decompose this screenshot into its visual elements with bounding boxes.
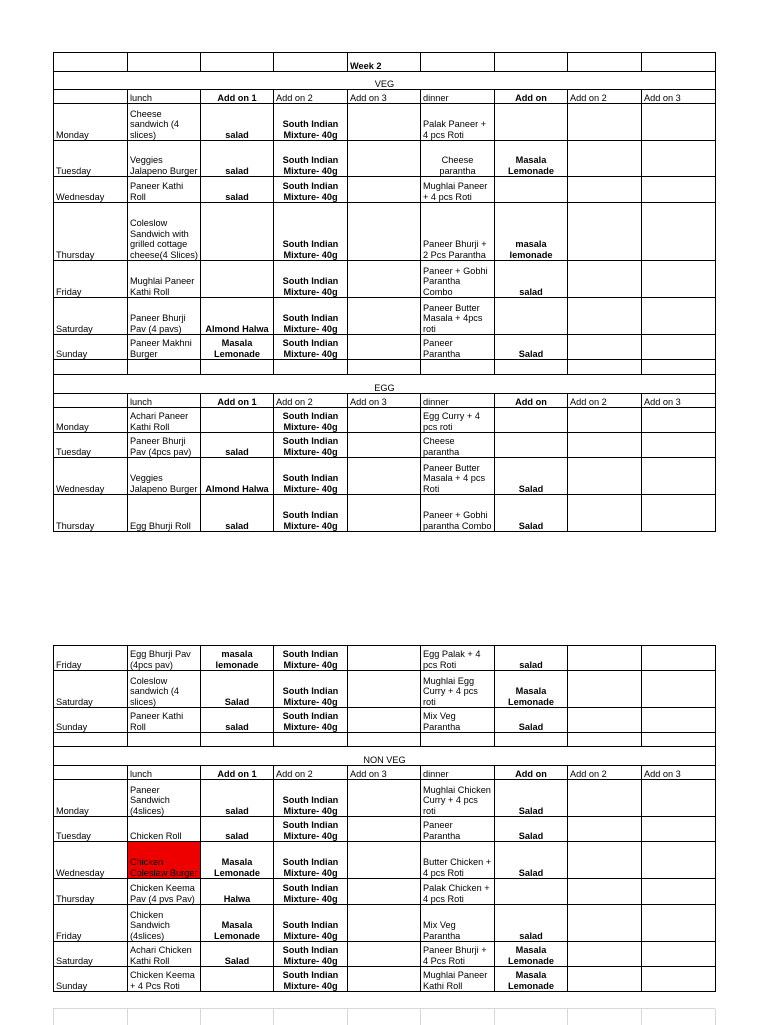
addon2-cell: South Indian Mixture- 40g [274, 141, 348, 177]
addon-cell: Masala Lemonade [495, 967, 568, 992]
addon2-empty-cell [568, 177, 642, 203]
column-header: Add on 3 [642, 766, 716, 780]
addon3-empty-cell [642, 879, 716, 905]
addon2-cell: South Indian Mixture- 40g [274, 942, 348, 967]
dinner-cell: Paneer Parantha [421, 335, 495, 360]
week-title: Week 2 [348, 53, 421, 72]
lunch-cell: Achari Paneer Kathi Roll [128, 408, 201, 433]
lunch-cell: Achari Chicken Kathi Roll [128, 942, 201, 967]
addon-cell: Salad [495, 780, 568, 817]
day-cell: Saturday [54, 942, 128, 967]
addon3-cell [348, 817, 421, 842]
addon3-empty-cell [642, 335, 716, 360]
column-header [54, 766, 128, 780]
addon2-cell: South Indian Mixture- 40g [274, 671, 348, 708]
addon2-empty-cell [568, 879, 642, 905]
addon2-empty-cell [568, 817, 642, 842]
addon2-empty-cell [568, 708, 642, 733]
day-cell: Saturday [54, 298, 128, 335]
column-header: Add on 2 [568, 394, 642, 408]
addon-cell [495, 408, 568, 433]
addon2-empty-cell [568, 646, 642, 671]
menu-table-page1 [53, 52, 716, 532]
addon2-empty-cell [568, 104, 642, 141]
addon-cell: Masala Lemonade [495, 671, 568, 708]
day-cell: Friday [54, 646, 128, 671]
lunch-cell: Chicken Keema + 4 Pcs Roti [128, 967, 201, 992]
addon2-empty-cell [568, 298, 642, 335]
addon2-cell: South Indian Mixture- 40g [274, 104, 348, 141]
day-cell: Thursday [54, 203, 128, 261]
addon-cell [495, 879, 568, 905]
addon2-empty-cell [568, 942, 642, 967]
addon-cell [495, 104, 568, 141]
lunch-cell: Chicken Sandwich (4slices) [128, 905, 201, 942]
addon3-cell [348, 942, 421, 967]
addon1-cell: salad [201, 104, 274, 141]
addon2-cell: South Indian Mixture- 40g [274, 780, 348, 817]
addon2-cell: South Indian Mixture- 40g [274, 817, 348, 842]
addon2-cell: South Indian Mixture- 40g [274, 879, 348, 905]
menu-table-page2 [53, 645, 716, 992]
addon-cell: salad [495, 646, 568, 671]
addon2-empty-cell [568, 261, 642, 298]
day-cell: Friday [54, 905, 128, 942]
addon3-empty-cell [642, 458, 716, 495]
addon1-cell: Halwa [201, 879, 274, 905]
column-header: Add on 3 [348, 394, 421, 408]
addon3-cell [348, 261, 421, 298]
menu-row [54, 335, 716, 360]
column-header: Add on 2 [274, 766, 348, 780]
dinner-cell: Paneer Parantha [421, 817, 495, 842]
addon3-empty-cell [642, 671, 716, 708]
addon3-empty-cell [642, 298, 716, 335]
menu-row [54, 942, 716, 967]
lunch-cell: Paneer Bhurji Pav (4pcs pav) [128, 433, 201, 458]
menu-row [54, 458, 716, 495]
menu-row [54, 261, 716, 298]
addon3-empty-cell [642, 942, 716, 967]
addon1-cell: salad [201, 177, 274, 203]
addon-cell: Salad [495, 842, 568, 879]
dinner-cell: Mughlai Paneer + 4 pcs Roti [421, 177, 495, 203]
addon2-empty-cell [568, 335, 642, 360]
addon3-cell [348, 671, 421, 708]
dinner-cell: Mix Veg Parantha [421, 708, 495, 733]
addon3-empty-cell [642, 177, 716, 203]
addon-cell [495, 298, 568, 335]
addon2-cell: South Indian Mixture- 40g [274, 646, 348, 671]
addon3-cell [348, 458, 421, 495]
addon1-cell: Masala Lemonade [201, 842, 274, 879]
week-row [54, 53, 716, 72]
addon-cell [495, 433, 568, 458]
dinner-cell: Mughlai Egg Curry + 4 pcs roti [421, 671, 495, 708]
addon1-cell: salad [201, 780, 274, 817]
header-row-veg [54, 90, 716, 104]
menu-row [54, 141, 716, 177]
lunch-cell: Chicken Coleslaw Burger [128, 842, 201, 879]
lunch-cell: Egg Bhurji Pav (4pcs pav) [128, 646, 201, 671]
column-header: Add on [495, 90, 568, 104]
column-header: Add on 3 [348, 766, 421, 780]
column-header [54, 90, 128, 104]
addon3-empty-cell [642, 817, 716, 842]
lunch-cell: Coleslow Sandwich with grilled cottage cheese(4 Slices) [128, 203, 201, 261]
menu-row [54, 177, 716, 203]
dinner-cell: Paneer Bhurji + 4 Pcs Roti [421, 942, 495, 967]
addon1-cell: salad [201, 495, 274, 532]
addon3-empty-cell [642, 141, 716, 177]
lunch-cell: Veggies Jalapeno Burger [128, 458, 201, 495]
lunch-cell: Paneer Kathi Roll [128, 177, 201, 203]
addon3-cell [348, 495, 421, 532]
section-title-egg: EGG [54, 375, 716, 394]
addon3-cell [348, 879, 421, 905]
column-header: Add on 2 [274, 394, 348, 408]
dinner-cell: Paneer Butter Masala + 4pcs roti [421, 298, 495, 335]
addon2-empty-cell [568, 905, 642, 942]
day-cell: Tuesday [54, 817, 128, 842]
addon2-empty-cell [568, 433, 642, 458]
addon3-empty-cell [642, 780, 716, 817]
column-header: lunch [128, 766, 201, 780]
day-cell: Monday [54, 104, 128, 141]
addon2-cell: South Indian Mixture- 40g [274, 708, 348, 733]
column-header: dinner [421, 90, 495, 104]
addon3-empty-cell [642, 495, 716, 532]
lunch-cell: Veggies Jalapeno Burger [128, 141, 201, 177]
addon2-empty-cell [568, 458, 642, 495]
addon3-cell [348, 842, 421, 879]
menu-row [54, 646, 716, 671]
dinner-cell: Egg Palak + 4 pcs Roti [421, 646, 495, 671]
day-cell: Sunday [54, 708, 128, 733]
column-header: Add on 3 [642, 90, 716, 104]
menu-row [54, 495, 716, 532]
column-header: Add on 2 [568, 90, 642, 104]
addon-cell: Salad [495, 817, 568, 842]
addon2-empty-cell [568, 495, 642, 532]
lunch-cell: Chicken Keema Pav (4 pvs Pav) [128, 879, 201, 905]
column-header: Add on [495, 766, 568, 780]
addon1-cell: Salad [201, 671, 274, 708]
next-page-grid-hint [53, 1008, 715, 1025]
addon3-empty-cell [642, 408, 716, 433]
column-header: Add on [495, 394, 568, 408]
addon3-cell [348, 780, 421, 817]
column-header: lunch [128, 90, 201, 104]
dinner-cell: Palak Chicken + 4 pcs Roti [421, 879, 495, 905]
menu-row [54, 298, 716, 335]
addon1-cell: Salad [201, 942, 274, 967]
addon-cell: Salad [495, 495, 568, 532]
addon2-empty-cell [568, 141, 642, 177]
section-title-veg: VEG [54, 72, 716, 90]
column-header [54, 394, 128, 408]
dinner-cell: Paneer + Gobhi Parantha Combo [421, 261, 495, 298]
day-cell: Wednesday [54, 458, 128, 495]
dinner-cell: Mix Veg Parantha [421, 905, 495, 942]
header-row-egg [54, 394, 716, 408]
addon2-cell: South Indian Mixture- 40g [274, 905, 348, 942]
addon1-cell: Almond Halwa [201, 298, 274, 335]
addon3-empty-cell [642, 708, 716, 733]
addon1-cell [201, 261, 274, 298]
addon3-empty-cell [642, 261, 716, 298]
addon-cell: Masala Lemonade [495, 942, 568, 967]
addon2-cell: South Indian Mixture- 40g [274, 177, 348, 203]
addon3-empty-cell [642, 433, 716, 458]
day-cell: Wednesday [54, 177, 128, 203]
addon2-cell: South Indian Mixture- 40g [274, 842, 348, 879]
menu-row [54, 879, 716, 905]
column-header: lunch [128, 394, 201, 408]
addon-cell: masala lemonade [495, 203, 568, 261]
addon3-empty-cell [642, 967, 716, 992]
addon3-cell [348, 433, 421, 458]
addon2-empty-cell [568, 967, 642, 992]
lunch-cell: Coleslow sandwich (4 slices) [128, 671, 201, 708]
addon2-cell: South Indian Mixture- 40g [274, 335, 348, 360]
lunch-cell: Chicken Roll [128, 817, 201, 842]
dinner-cell: Cheese parantha [421, 141, 495, 177]
addon2-empty-cell [568, 842, 642, 879]
addon2-empty-cell [568, 780, 642, 817]
addon-cell [495, 177, 568, 203]
addon-cell: salad [495, 261, 568, 298]
spacer-row [54, 360, 716, 375]
lunch-cell: Egg Bhurji Roll [128, 495, 201, 532]
addon3-cell [348, 408, 421, 433]
addon2-cell: South Indian Mixture- 40g [274, 408, 348, 433]
lunch-cell: Mughlai Paneer Kathi Roll [128, 261, 201, 298]
addon1-cell [201, 408, 274, 433]
menu-row [54, 817, 716, 842]
addon1-cell: Almond Halwa [201, 458, 274, 495]
addon3-cell [348, 104, 421, 141]
day-cell: Sunday [54, 335, 128, 360]
addon3-empty-cell [642, 842, 716, 879]
addon3-cell [348, 646, 421, 671]
day-cell: Thursday [54, 495, 128, 532]
day-cell: Thursday [54, 879, 128, 905]
addon2-cell: South Indian Mixture- 40g [274, 967, 348, 992]
day-cell: Tuesday [54, 141, 128, 177]
dinner-cell: Paneer Butter Masala + 4 pcs Roti [421, 458, 495, 495]
menu-row [54, 408, 716, 433]
spacer-row [54, 733, 716, 747]
menu-row [54, 104, 716, 141]
lunch-cell: Paneer Kathi Roll [128, 708, 201, 733]
menu-row [54, 708, 716, 733]
addon2-cell: South Indian Mixture- 40g [274, 433, 348, 458]
section-row-nonveg [54, 747, 716, 766]
addon-cell: salad [495, 905, 568, 942]
addon3-cell [348, 298, 421, 335]
lunch-cell: Paneer Sandwich (4slices) [128, 780, 201, 817]
addon1-cell [201, 967, 274, 992]
addon2-empty-cell [568, 203, 642, 261]
addon2-empty-cell [568, 671, 642, 708]
addon3-cell [348, 177, 421, 203]
day-cell: Wednesday [54, 842, 128, 879]
menu-row [54, 671, 716, 708]
addon3-empty-cell [642, 104, 716, 141]
addon2-cell: South Indian Mixture- 40g [274, 458, 348, 495]
addon1-cell: Masala Lemonade [201, 905, 274, 942]
column-header: Add on 2 [274, 90, 348, 104]
addon3-cell [348, 967, 421, 992]
addon3-cell [348, 905, 421, 942]
column-header: Add on 1 [201, 394, 274, 408]
addon3-empty-cell [642, 646, 716, 671]
addon2-cell: South Indian Mixture- 40g [274, 495, 348, 532]
addon-cell: Salad [495, 708, 568, 733]
dinner-cell: Paneer + Gobhi parantha Combo [421, 495, 495, 532]
day-cell: Tuesday [54, 433, 128, 458]
menu-row [54, 967, 716, 992]
addon1-cell: salad [201, 141, 274, 177]
day-cell: Monday [54, 408, 128, 433]
column-header: Add on 1 [201, 766, 274, 780]
dinner-cell: Mughlai Chicken Curry + 4 pcs roti [421, 780, 495, 817]
menu-row [54, 433, 716, 458]
addon-cell: Salad [495, 335, 568, 360]
day-cell: Monday [54, 780, 128, 817]
menu-row [54, 842, 716, 879]
section-row-egg [54, 375, 716, 394]
column-header: Add on 2 [568, 766, 642, 780]
addon1-cell: salad [201, 433, 274, 458]
column-header: Add on 3 [348, 90, 421, 104]
lunch-cell: Cheese sandwich (4 slices) [128, 104, 201, 141]
dinner-cell: Butter Chicken + 4 pcs Roti [421, 842, 495, 879]
dinner-cell: Egg Curry + 4 pcs roti [421, 408, 495, 433]
addon3-empty-cell [642, 203, 716, 261]
addon1-cell [201, 203, 274, 261]
addon3-cell [348, 335, 421, 360]
section-title-nonveg: NON VEG [54, 747, 716, 766]
day-cell: Sunday [54, 967, 128, 992]
dinner-cell: Cheese parantha [421, 433, 495, 458]
addon3-cell [348, 141, 421, 177]
addon3-cell [348, 203, 421, 261]
dinner-cell: Mughlai Paneer Kathi Roll [421, 967, 495, 992]
addon3-cell [348, 708, 421, 733]
addon1-cell: salad [201, 708, 274, 733]
column-header: Add on 3 [642, 394, 716, 408]
column-header: Add on 1 [201, 90, 274, 104]
addon2-empty-cell [568, 408, 642, 433]
day-cell: Friday [54, 261, 128, 298]
menu-row [54, 780, 716, 817]
addon3-empty-cell [642, 905, 716, 942]
lunch-cell: Paneer Makhni Burger [128, 335, 201, 360]
addon2-cell: South Indian Mixture- 40g [274, 203, 348, 261]
addon-cell: Salad [495, 458, 568, 495]
header-row-nonveg [54, 766, 716, 780]
day-cell: Saturday [54, 671, 128, 708]
addon1-cell: Masala Lemonade [201, 335, 274, 360]
column-header: dinner [421, 394, 495, 408]
addon1-cell: masala lemonade [201, 646, 274, 671]
column-header: dinner [421, 766, 495, 780]
menu-row [54, 203, 716, 261]
dinner-cell: Palak Paneer + 4 pcs Roti [421, 104, 495, 141]
addon2-cell: South Indian Mixture- 40g [274, 298, 348, 335]
menu-row [54, 905, 716, 942]
dinner-cell: Paneer Bhurji + 2 Pcs Parantha [421, 203, 495, 261]
addon2-cell: South Indian Mixture- 40g [274, 261, 348, 298]
addon-cell: Masala Lemonade [495, 141, 568, 177]
addon1-cell: salad [201, 817, 274, 842]
lunch-cell: Paneer Bhurji Pav (4 pavs) [128, 298, 201, 335]
section-row-veg [54, 72, 716, 90]
